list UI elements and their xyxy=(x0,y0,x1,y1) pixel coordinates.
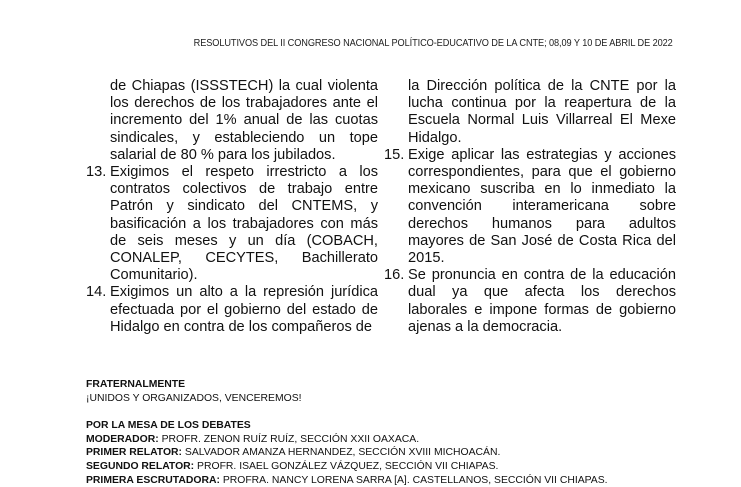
signatory-name: PROFRA. NANCY LORENA SARRA [A]. CASTELLANOS, SECCIÓN VII CHIAPAS. xyxy=(222,474,608,486)
item-text: Exigimos un alto a la represión jurídica efectuada por el gobierno del estado de Hidalgo en contra de los compañeros de xyxy=(110,284,378,335)
item-text: Se pronuncia en contra de la educación dual ya que afecta los derechos laborales e impone formas de gobierno ajenas a la democracia. xyxy=(408,267,676,335)
paragraph-continuation: la Dirección política de la CNTE por la lucha continua por la reapertura de la Escuela Normal Luis Villarreal El Mexe Hidalgo. xyxy=(408,78,676,146)
closing-section xyxy=(86,378,608,487)
item-text: Exigimos el respeto irrestricto a los contratos colectivos de trabajo entre Patrón y sindicato del CNTEMS, y basificación a los trabajadores con más de seis meses y un día (COBACH, CONALEP, CECYTES, Bachillerato Comunitario). xyxy=(110,164,378,284)
resolution-item-13 xyxy=(86,164,378,284)
item-number: 15. xyxy=(384,146,405,163)
item-number: 16. xyxy=(384,267,405,284)
item-number: 14. xyxy=(86,284,107,301)
signatory-name: PROFR. ISAEL GONZÁLEZ VÁZQUEZ, SECCIÓN VII CHIAPAS. xyxy=(197,460,499,472)
paragraph-continuation: de Chiapas (ISSSTECH) la cual violenta los derechos de los trabajadores ante el incremento del 1% anual de las cuotas sindicales, y estableciendo un tope salarial de 80 % para los jubilados. xyxy=(110,78,378,163)
signatory-name: SALVADOR AMANZA HERNANDEZ, SECCIÓN XVIII MICHOACÁN. xyxy=(184,447,501,459)
salutation: FRATERNALMENTE xyxy=(86,379,186,390)
signatory-row xyxy=(86,460,608,474)
slogan: ¡UNIDOS Y ORGANIZADOS, VENCEREMOS! xyxy=(86,392,302,404)
committee-heading: POR LA MESA DE LOS DEBATES xyxy=(86,420,251,432)
left-column xyxy=(86,78,378,336)
right-column xyxy=(384,78,676,336)
signatory-name: PROFR. ZENON RUÍZ RUÍZ, SECCIÓN XXII OAXACA. xyxy=(161,433,420,445)
signatory-role: MODERADOR: xyxy=(86,433,159,445)
item-text: Exige aplicar las estrategias y acciones correspondientes, para que el gobierno mexicano suscriba en lo inmediato la convención interamericana sobre derechos humanos para adultos mayores de San José de Costa Rica del 2015. xyxy=(408,146,676,267)
signatory-role: PRIMERA ESCRUTADORA: xyxy=(86,474,220,486)
signatory-role: PRIMER RELATOR: xyxy=(86,447,183,459)
signatory-row xyxy=(86,474,608,487)
document-header: RESOLUTIVOS DEL II CONGRESO NACIONAL POLÍTICO-EDUCATIVO DE LA CNTE; 08,09 Y 10 DE ABRIL DE 2022 xyxy=(193,38,673,49)
signatory-role: SEGUNDO RELATOR: xyxy=(86,460,195,472)
signatory-row xyxy=(86,446,608,460)
item-number: 13. xyxy=(86,164,107,181)
signatory-row xyxy=(86,433,608,447)
resolution-item-16 xyxy=(384,267,676,336)
resolution-item-15 xyxy=(384,147,676,267)
resolution-item-14 xyxy=(86,284,378,336)
